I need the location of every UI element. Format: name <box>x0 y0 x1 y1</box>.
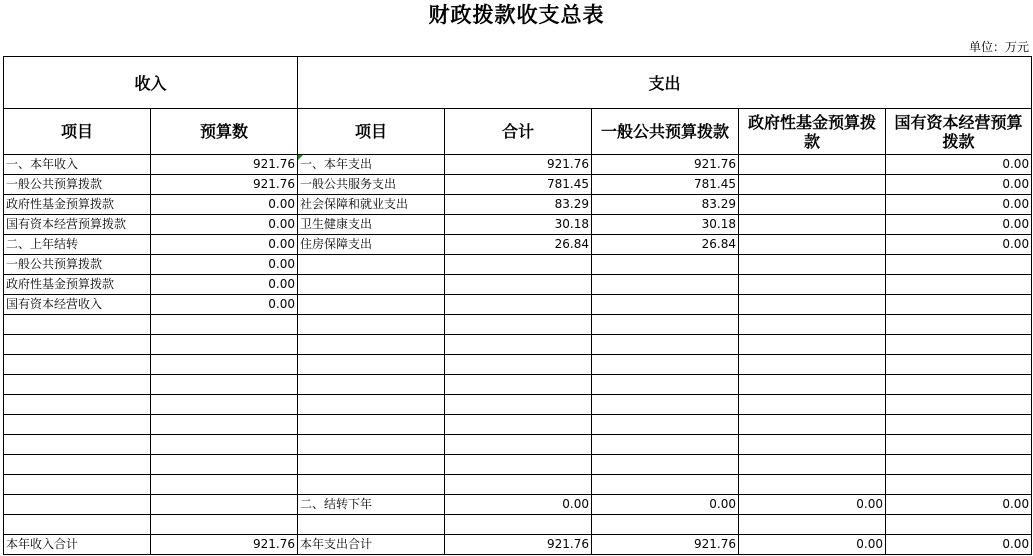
expense-item-cell: 二、结转下年 <box>298 495 445 515</box>
expense-item-cell: 社会保障和就业支出 <box>298 195 445 215</box>
income-amount-cell: 0.00 <box>151 275 298 295</box>
general-budget-cell <box>592 435 739 455</box>
income-item-cell: 国有资本经营预算拨款 <box>4 215 151 235</box>
income-item-cell <box>4 515 151 535</box>
income-amount-cell <box>151 315 298 335</box>
table-row <box>4 515 1032 535</box>
total-cell: 83.29 <box>445 195 592 215</box>
gov-fund-cell <box>739 295 886 315</box>
state-capital-cell: 0.00 <box>886 215 1032 235</box>
expense-item-cell <box>298 475 445 495</box>
total-cell <box>445 475 592 495</box>
state-capital-cell <box>886 455 1032 475</box>
general-budget-cell: 921.76 <box>592 535 739 555</box>
expense-item-cell: 一、本年支出 <box>298 155 445 175</box>
general-budget-cell: 83.29 <box>592 195 739 215</box>
gov-fund-cell <box>739 455 886 475</box>
income-amount-cell: 921.76 <box>151 175 298 195</box>
gov-fund-cell: 0.00 <box>739 535 886 555</box>
general-budget-cell <box>592 335 739 355</box>
table-row <box>4 335 1032 355</box>
gov-fund-cell <box>739 155 886 175</box>
total-cell <box>445 515 592 535</box>
table-row <box>4 535 1032 555</box>
header-row-columns <box>4 109 1032 155</box>
total-cell <box>445 315 592 335</box>
gov-fund-cell <box>739 515 886 535</box>
state-capital-cell <box>886 315 1032 335</box>
table-row <box>4 395 1032 415</box>
table-row <box>4 475 1032 495</box>
expense-item-cell: 卫生健康支出 <box>298 215 445 235</box>
gov-fund-cell <box>739 335 886 355</box>
expense-header: 支出 <box>298 57 1032 109</box>
general-budget-cell: 30.18 <box>592 215 739 235</box>
state-capital-cell: 0.00 <box>886 195 1032 215</box>
state-capital-cell: 0.00 <box>886 155 1032 175</box>
state-capital-cell <box>886 275 1032 295</box>
table-row <box>4 255 1032 275</box>
total-cell <box>445 275 592 295</box>
general-budget-cell <box>592 315 739 335</box>
total-cell <box>445 415 592 435</box>
income-item-cell: 一、本年收入 <box>4 155 151 175</box>
state-capital-cell: 0.00 <box>886 175 1032 195</box>
table-row <box>4 175 1032 195</box>
general-budget-cell <box>592 295 739 315</box>
general-budget-cell <box>592 455 739 475</box>
state-capital-cell <box>886 255 1032 275</box>
total-cell: 781.45 <box>445 175 592 195</box>
total-cell: 0.00 <box>445 495 592 515</box>
income-item-cell <box>4 495 151 515</box>
income-amount-cell <box>151 475 298 495</box>
income-item-cell: 一般公共预算拨款 <box>4 255 151 275</box>
table-row <box>4 315 1032 335</box>
income-amount-cell: 0.00 <box>151 295 298 315</box>
total-cell <box>445 435 592 455</box>
general-budget-cell <box>592 395 739 415</box>
state-capital-cell <box>886 415 1032 435</box>
general-budget-cell <box>592 415 739 435</box>
gov-fund-cell <box>739 255 886 275</box>
income-item-cell: 二、上年结转 <box>4 235 151 255</box>
income-amount-cell <box>151 435 298 455</box>
expense-item-cell <box>298 375 445 395</box>
expense-item-cell: 一般公共服务支出 <box>298 175 445 195</box>
income-item-cell <box>4 395 151 415</box>
income-header: 收入 <box>4 57 298 109</box>
gov-fund-cell <box>739 275 886 295</box>
total-cell <box>445 295 592 315</box>
total-cell <box>445 255 592 275</box>
expense-item-cell <box>298 435 445 455</box>
income-amount-cell <box>151 515 298 535</box>
state-capital-cell <box>886 375 1032 395</box>
gov-fund-cell <box>739 355 886 375</box>
income-amount-cell <box>151 495 298 515</box>
gov-fund-cell <box>739 215 886 235</box>
total-cell <box>445 395 592 415</box>
state-capital-cell: 0.00 <box>886 495 1032 515</box>
expense-item-cell <box>298 355 445 375</box>
total-cell <box>445 355 592 375</box>
expense-item-cell <box>298 395 445 415</box>
table-row <box>4 455 1032 475</box>
budget-summary-table <box>3 56 1032 555</box>
gov-fund-cell <box>739 315 886 335</box>
income-item-cell: 国有资本经营收入 <box>4 295 151 315</box>
state-capital-cell: 0.00 <box>886 235 1032 255</box>
income-item-cell <box>4 415 151 435</box>
general-budget-cell: 0.00 <box>592 495 739 515</box>
expense-item-cell <box>298 275 445 295</box>
income-item-cell <box>4 455 151 475</box>
total-cell <box>445 335 592 355</box>
income-amount-cell <box>151 375 298 395</box>
header-row-group <box>4 57 1032 109</box>
table-row <box>4 235 1032 255</box>
expense-item-cell <box>298 295 445 315</box>
general-budget-cell <box>592 375 739 395</box>
income-amount-cell: 0.00 <box>151 195 298 215</box>
expense-item-header: 项目 <box>298 109 445 155</box>
income-amount-cell: 0.00 <box>151 235 298 255</box>
income-item-cell <box>4 335 151 355</box>
state-capital-cell <box>886 335 1032 355</box>
income-amount-cell <box>151 395 298 415</box>
gov-fund-cell <box>739 435 886 455</box>
gov-fund-cell <box>739 475 886 495</box>
general-budget-cell: 781.45 <box>592 175 739 195</box>
gov-fund-header: 政府性基金预算拨款 <box>739 109 886 155</box>
unit-label: 单位：万元 <box>968 40 1029 54</box>
table-row <box>4 495 1032 515</box>
expense-item-cell <box>298 415 445 435</box>
expense-item-cell <box>298 315 445 335</box>
general-budget-cell <box>592 515 739 535</box>
gov-fund-cell <box>739 195 886 215</box>
table-row <box>4 375 1032 395</box>
total-cell <box>445 375 592 395</box>
report-title: 财政拨款收支总表 <box>428 2 605 27</box>
general-budget-cell <box>592 355 739 375</box>
table-row <box>4 435 1032 455</box>
gov-fund-cell <box>739 375 886 395</box>
expense-item-cell <box>298 455 445 475</box>
gov-fund-cell <box>739 415 886 435</box>
income-amount-cell <box>151 355 298 375</box>
gov-fund-cell: 0.00 <box>739 495 886 515</box>
income-amount-cell <box>151 455 298 475</box>
gov-fund-cell <box>739 175 886 195</box>
state-capital-cell <box>886 515 1032 535</box>
income-item-cell <box>4 375 151 395</box>
state-capital-cell <box>886 355 1032 375</box>
state-capital-cell: 0.00 <box>886 535 1032 555</box>
income-amount-cell <box>151 415 298 435</box>
table-row <box>4 275 1032 295</box>
gov-fund-cell <box>739 395 886 415</box>
income-amount-cell: 921.76 <box>151 535 298 555</box>
general-budget-cell <box>592 475 739 495</box>
expense-item-cell <box>298 255 445 275</box>
total-cell: 921.76 <box>445 155 592 175</box>
income-item-cell <box>4 475 151 495</box>
total-cell: 30.18 <box>445 215 592 235</box>
income-item-cell: 政府性基金预算拨款 <box>4 195 151 215</box>
general-budget-cell <box>592 255 739 275</box>
general-budget-cell: 26.84 <box>592 235 739 255</box>
state-capital-cell <box>886 435 1032 455</box>
income-item-cell <box>4 435 151 455</box>
expense-item-cell: 本年支出合计 <box>298 535 445 555</box>
total-cell: 26.84 <box>445 235 592 255</box>
table-row <box>4 295 1032 315</box>
gov-fund-cell <box>739 235 886 255</box>
total-header: 合计 <box>445 109 592 155</box>
income-amount-cell: 0.00 <box>151 255 298 275</box>
table-row <box>4 195 1032 215</box>
general-budget-cell: 921.76 <box>592 155 739 175</box>
state-capital-cell <box>886 295 1032 315</box>
budget-amount-header: 预算数 <box>151 109 298 155</box>
expense-item-cell <box>298 515 445 535</box>
total-cell: 921.76 <box>445 535 592 555</box>
expense-item-cell <box>298 335 445 355</box>
income-item-cell <box>4 355 151 375</box>
income-amount-cell: 921.76 <box>151 155 298 175</box>
state-capital-header: 国有资本经营预算拨款 <box>886 109 1032 155</box>
general-budget-cell <box>592 275 739 295</box>
table-row <box>4 415 1032 435</box>
income-item-cell <box>4 315 151 335</box>
income-item-cell: 一般公共预算拨款 <box>4 175 151 195</box>
income-amount-cell <box>151 335 298 355</box>
income-item-cell: 本年收入合计 <box>4 535 151 555</box>
table-body <box>4 155 1032 555</box>
state-capital-cell <box>886 395 1032 415</box>
total-cell <box>445 455 592 475</box>
expense-item-cell: 住房保障支出 <box>298 235 445 255</box>
table-row <box>4 155 1032 175</box>
table-row <box>4 355 1032 375</box>
income-item-header: 项目 <box>4 109 151 155</box>
table-row <box>4 215 1032 235</box>
income-amount-cell: 0.00 <box>151 215 298 235</box>
general-budget-header: 一般公共预算拨款 <box>592 109 739 155</box>
state-capital-cell <box>886 475 1032 495</box>
income-item-cell: 政府性基金预算拨款 <box>4 275 151 295</box>
